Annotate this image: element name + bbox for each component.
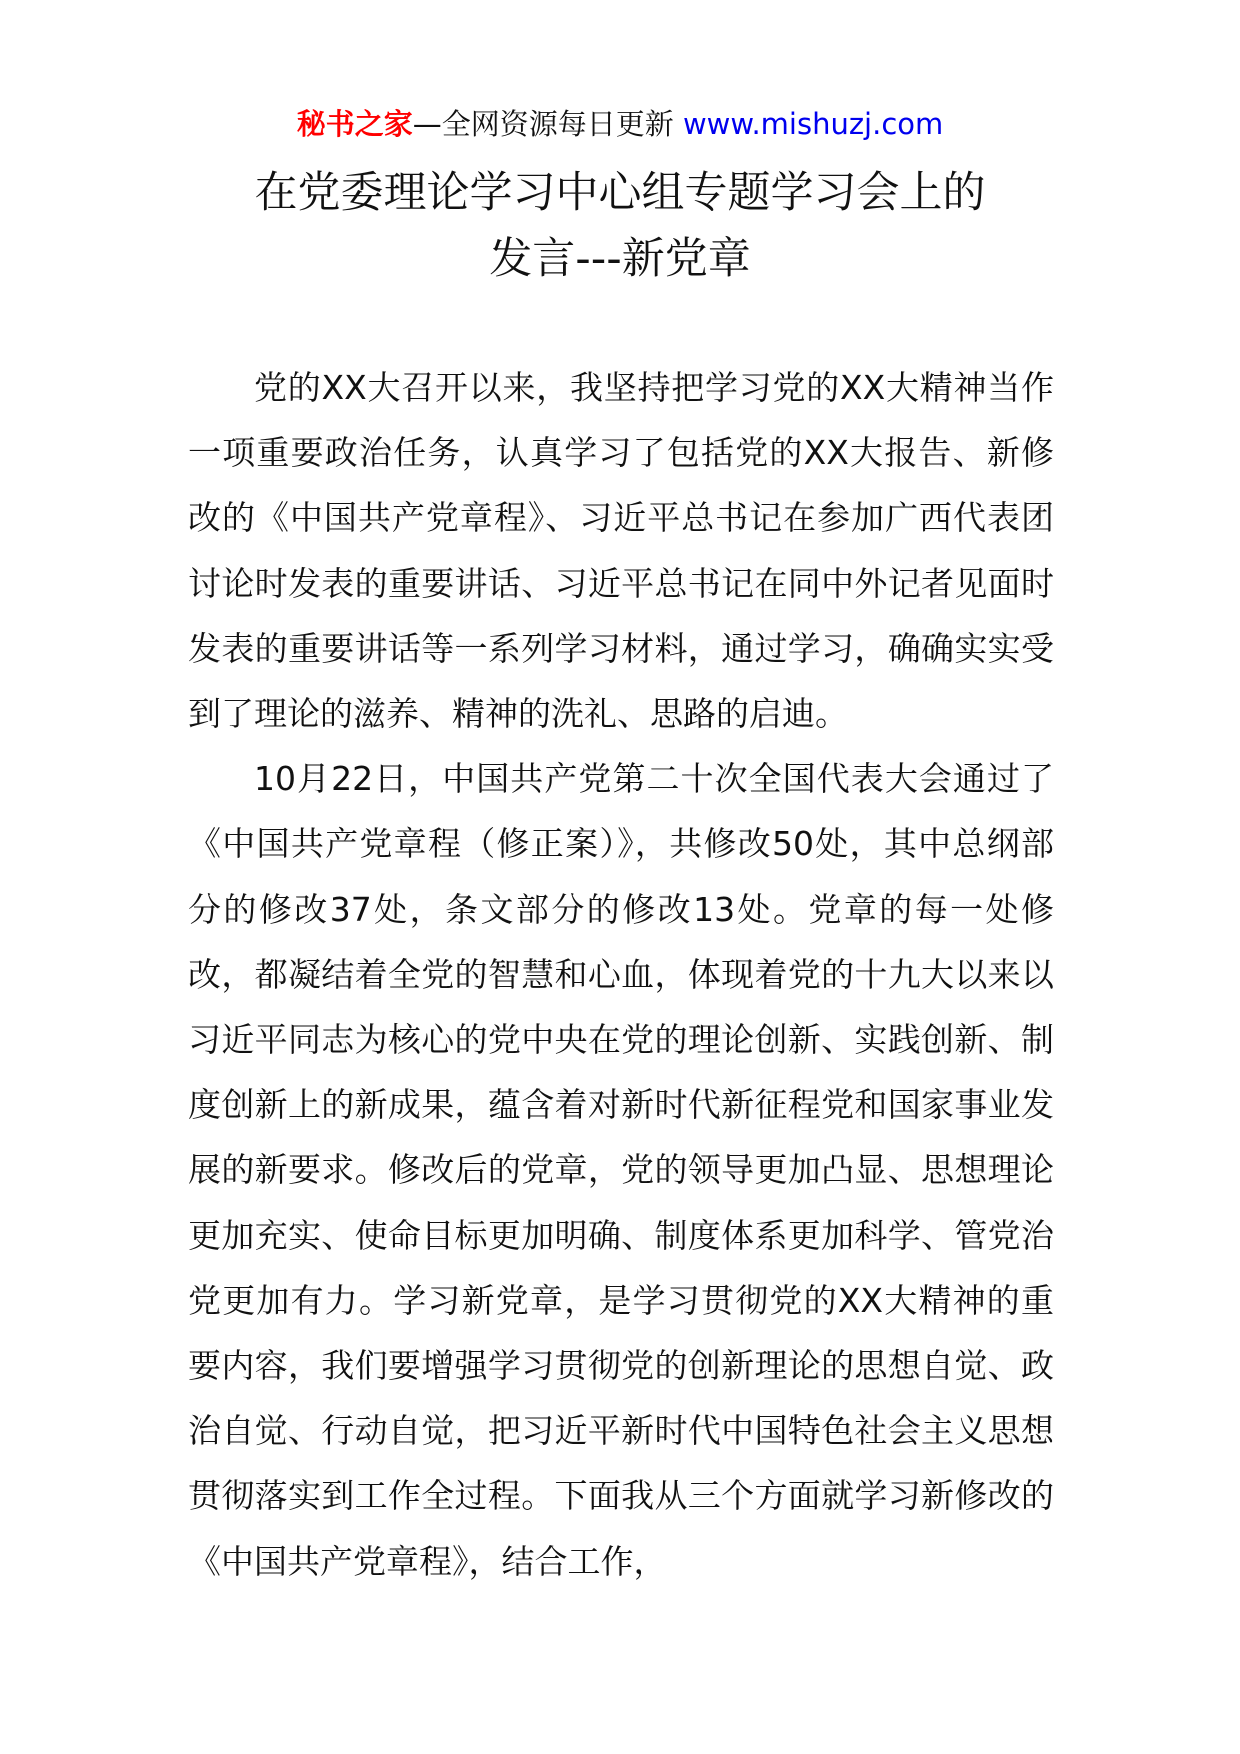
title-line-2: 发言---新党章	[489, 234, 751, 284]
website-link[interactable]: www.mishuzj.com	[682, 107, 944, 141]
paragraph-1: 党的XX大召开以来，我坚持把学习党的XX大精神当作一项重要政治任务，认真学习了包括党的XX大报告、新修改的《中国共产党章程》、习近平总书记在参加广西代表团讨论时发表的重要讲话、习近平总书记在同中外记者见面时发表的重要讲话等一系列学习材料，通过学习，确确实实受到了理论的滋养、精神的洗礼、思路的启迪。	[188, 368, 1054, 734]
document-title	[0, 160, 1240, 292]
document-body	[188, 355, 1054, 1594]
site-watermark	[0, 104, 1240, 144]
paragraph-2: 10月22日，中国共产党第二十次全国代表大会通过了《中国共产党章程（修正案）》，共修改50处，其中总纲部分的修改37处，条文部分的修改13处。党章的每一处修改，都凝结着全党的智慧和心血，体现着党的十九大以来以习近平同志为核心的党中央在党的理论创新、实践创新、制度创新上的新成果，蕴含着对新时代新征程党和国家事业发展的新要求。修改后的党章，党的领导更加凸显、思想理论更加充实、使命目标更加明确、制度体系更加科学、管党治党更加有力。学习新党章，是学习贯彻党的XX大精神的重要内容，我们要增强学习贯彻党的创新理论的思想自觉、政治自觉、行动自觉，把习近平新时代中国特色社会主义思想贯彻落实到工作全过程。下面我从三个方面就学习新修改的《中国共产党章程》，结合工作，	[188, 759, 1054, 1581]
title-line-1: 在党委理论学习中心组专题学习会上的	[254, 168, 986, 218]
watermark-tagline: —全网资源每日更新	[412, 107, 683, 141]
brand-name: 秘书之家	[296, 107, 413, 141]
